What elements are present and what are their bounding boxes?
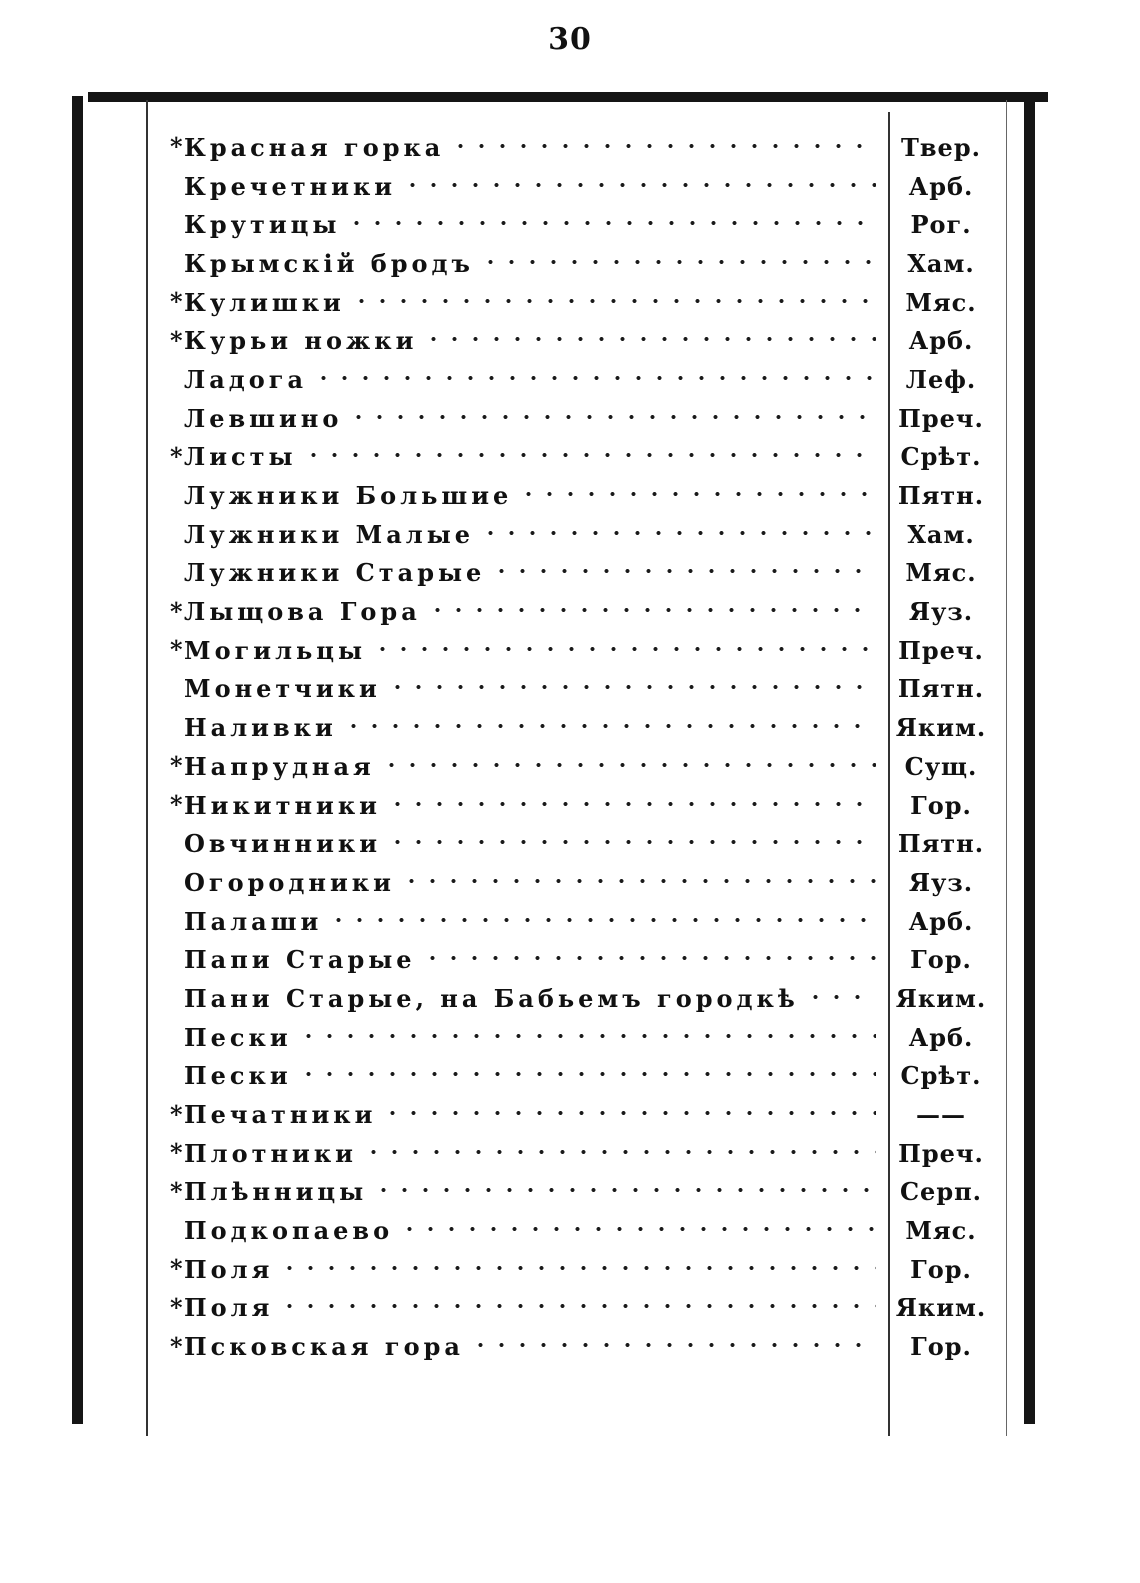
entry-name-cell [170, 674, 882, 703]
place-name: Поля [184, 1254, 274, 1284]
dot-leader [401, 875, 876, 887]
district-abbreviation: Мяс. [905, 287, 977, 317]
entry-name-cell [170, 1216, 882, 1245]
entry-name-cell [170, 868, 882, 897]
place-name: Ладога [184, 364, 308, 394]
dot-leader [279, 1300, 876, 1312]
index-entry [170, 360, 1000, 399]
entry-name-cell [170, 791, 882, 820]
dot-leader [470, 1339, 876, 1351]
place-name: Пески [184, 1022, 292, 1052]
dot-leader [372, 643, 876, 655]
dot-leader [343, 720, 876, 732]
entry-name-cell [170, 210, 882, 239]
index-entry [170, 670, 1000, 709]
index-entry [170, 940, 1000, 979]
frame-top-border [88, 92, 1048, 102]
place-name: Печатники [184, 1100, 377, 1130]
index-entry [170, 399, 1000, 438]
place-name: Лыщова Гора [184, 597, 421, 627]
district-abbreviation: Яуз. [908, 867, 974, 897]
index-entry [170, 708, 1000, 747]
district-abbreviation: Преч. [898, 635, 984, 665]
index-entry [170, 786, 1000, 825]
entry-name-cell [170, 1100, 882, 1129]
place-name: Красная горка [184, 132, 445, 162]
district-abbreviation: Мяс. [905, 558, 977, 588]
asterisk-marker: * [170, 1293, 183, 1322]
district-abbreviation: Серп. [899, 1177, 983, 1207]
dot-leader [363, 1146, 876, 1158]
district-abbreviation: Хам. [907, 248, 975, 278]
place-name: Палаши [184, 906, 323, 936]
district-abbreviation: Пятн. [897, 674, 985, 704]
index-entry [170, 167, 1000, 206]
asterisk-marker: * [170, 751, 183, 781]
index-entry [170, 283, 1000, 322]
asterisk-marker: * [170, 132, 183, 162]
dot-leader [402, 179, 876, 191]
entry-name-cell [170, 172, 882, 201]
dot-leader [491, 565, 876, 577]
district-abbreviation: Гор. [910, 1254, 972, 1284]
entry-name-cell [170, 558, 882, 587]
entry-name-cell [170, 520, 882, 549]
place-name: Папи Старые [184, 945, 416, 975]
dot-leader [387, 836, 876, 848]
district-abbreviation: Гор. [910, 790, 972, 820]
dot-leader [298, 1030, 876, 1042]
asterisk-marker: * [170, 442, 183, 471]
district-abbreviation: Яким. [895, 1293, 987, 1323]
place-name: Плотники [184, 1138, 357, 1168]
entry-name-cell [170, 752, 882, 781]
index-entry [170, 128, 1000, 167]
place-name: Овчинники [184, 829, 382, 859]
district-abbreviation: Пятн. [897, 481, 985, 511]
index-entry [170, 1095, 1000, 1134]
asterisk-marker: * [170, 790, 183, 820]
dot-leader [328, 914, 876, 926]
index-entry [170, 863, 1000, 902]
district-abbreviation: Яким. [895, 713, 987, 743]
index-entry [170, 1250, 1000, 1289]
entry-name-cell [170, 442, 882, 471]
dot-leader [381, 759, 876, 771]
entry-name-cell [170, 1332, 882, 1361]
entry-name-cell [170, 1293, 882, 1322]
dot-leader [313, 372, 876, 384]
district-abbreviation: Мяс. [905, 1216, 977, 1246]
index-entry [170, 438, 1000, 477]
place-name: Монетчики [184, 674, 381, 704]
district-abbreviation: Преч. [898, 1138, 984, 1168]
dot-leader [346, 217, 876, 229]
dot-leader [423, 333, 876, 345]
entry-name-cell [170, 1061, 882, 1090]
place-name: Кречетники [184, 171, 397, 201]
entry-name-cell [170, 288, 882, 317]
dot-leader [387, 798, 876, 810]
district-abbreviation: Пятн. [897, 829, 985, 859]
asterisk-marker: * [170, 1332, 183, 1361]
district-abbreviation: Хам. [907, 519, 975, 549]
index-entry [170, 1173, 1000, 1212]
asterisk-marker: * [170, 326, 183, 355]
index-entry [170, 631, 1000, 670]
index-entry [170, 1289, 1000, 1328]
district-abbreviation: Яуз. [908, 597, 974, 627]
place-name: Крымскій бродъ [184, 248, 474, 278]
dot-leader [399, 1223, 876, 1235]
place-name: Крутицы [184, 210, 341, 240]
entry-name-cell [170, 907, 882, 936]
entry-name-cell [170, 984, 882, 1013]
column-rule-right [1006, 100, 1007, 1436]
place-name: Лужники Старые [184, 558, 486, 588]
place-name: Курьи ножки [184, 326, 418, 356]
entry-name-cell [170, 636, 882, 665]
index-entry [170, 554, 1000, 593]
index-entry [170, 1057, 1000, 1096]
district-abbreviation: Сущ. [904, 751, 978, 781]
place-name: Кулишки [184, 287, 345, 317]
frame-right-border [1024, 96, 1035, 1424]
index-entry [170, 476, 1000, 515]
asterisk-marker: * [170, 1177, 183, 1206]
dot-leader [387, 681, 876, 693]
index-entry [170, 1327, 1000, 1366]
dot-leader [805, 991, 876, 1003]
entry-name-cell [170, 365, 882, 394]
entry-name-cell [170, 597, 882, 626]
dot-leader [279, 1262, 876, 1274]
place-name: Пани Старые, на Бабьемъ городкѣ [184, 983, 799, 1013]
place-name: Лужники Большие [184, 481, 513, 511]
index-entry [170, 747, 1000, 786]
district-abbreviation: Гор. [910, 945, 972, 975]
district-abbreviation: —— [916, 1100, 966, 1130]
entry-name-cell [170, 945, 882, 974]
asterisk-marker: * [170, 1100, 183, 1129]
asterisk-marker: * [170, 635, 183, 665]
asterisk-marker: * [170, 1254, 183, 1284]
district-abbreviation: Рог. [910, 210, 972, 240]
index-entry [170, 1018, 1000, 1057]
place-name: Пески [184, 1061, 292, 1091]
place-name: Никитники [184, 790, 381, 820]
index-entry [170, 902, 1000, 941]
dot-leader [422, 952, 876, 964]
dot-leader [303, 449, 876, 461]
place-name: Напрудная [184, 751, 375, 781]
dot-leader [348, 411, 876, 423]
place-name: Левшино [184, 403, 343, 433]
district-abbreviation: Срѣт. [900, 442, 982, 472]
index-entry [170, 592, 1000, 631]
place-name: Лужники Малые [184, 519, 475, 549]
entry-name-cell [170, 481, 882, 510]
dot-leader [480, 256, 876, 268]
index-entry [170, 321, 1000, 360]
index-entry [170, 205, 1000, 244]
asterisk-marker: * [170, 1138, 183, 1168]
district-abbreviation: Преч. [898, 403, 984, 433]
entry-name-cell [170, 1255, 882, 1284]
district-abbreviation: Арб. [908, 326, 974, 356]
index-entry [170, 1134, 1000, 1173]
place-name: Подкопаево [184, 1216, 394, 1246]
place-name: Огородники [184, 867, 395, 897]
asterisk-marker: * [170, 287, 183, 317]
district-abbreviation: Арб. [908, 171, 974, 201]
entry-name-cell [170, 1023, 882, 1052]
dot-leader [298, 1068, 876, 1080]
place-name: Плѣнницы [184, 1177, 368, 1207]
entry-name-cell [170, 1139, 882, 1168]
frame-left-border [72, 96, 83, 1424]
entry-name-cell [170, 326, 882, 355]
index-entry [170, 244, 1000, 283]
index-entry [170, 824, 1000, 863]
place-name: Псковская гора [184, 1332, 464, 1362]
index-entry [170, 1211, 1000, 1250]
dot-leader [382, 1107, 876, 1119]
index-entry [170, 515, 1000, 554]
dot-leader [480, 527, 876, 539]
place-name: Могильцы [184, 635, 367, 665]
district-abbreviation: Яким. [895, 983, 987, 1013]
dot-leader [450, 140, 876, 152]
entry-name-cell [170, 713, 882, 742]
dot-leader [518, 488, 876, 500]
entry-name-cell [170, 829, 882, 858]
dot-leader [351, 295, 876, 307]
index-entry [170, 979, 1000, 1018]
column-rule-left [146, 100, 148, 1436]
district-abbreviation: Арб. [908, 1022, 974, 1052]
district-abbreviation: Леф. [905, 364, 977, 394]
entry-name-cell [170, 133, 882, 162]
dot-leader [373, 1184, 876, 1196]
district-abbreviation: Гор. [910, 1332, 972, 1362]
place-name-index [170, 128, 1000, 1366]
entry-name-cell [170, 249, 882, 278]
district-abbreviation: Срѣт. [900, 1061, 982, 1091]
place-name: Поля [184, 1293, 274, 1323]
entry-name-cell [170, 1177, 882, 1206]
asterisk-marker: * [170, 597, 183, 626]
page-number: 30 [548, 22, 592, 57]
district-abbreviation: Арб. [908, 906, 974, 936]
place-name: Наливки [184, 713, 337, 743]
place-name: Листы [184, 442, 297, 472]
district-abbreviation: Твер. [901, 132, 981, 162]
entry-name-cell [170, 404, 882, 433]
dot-leader [427, 604, 876, 616]
